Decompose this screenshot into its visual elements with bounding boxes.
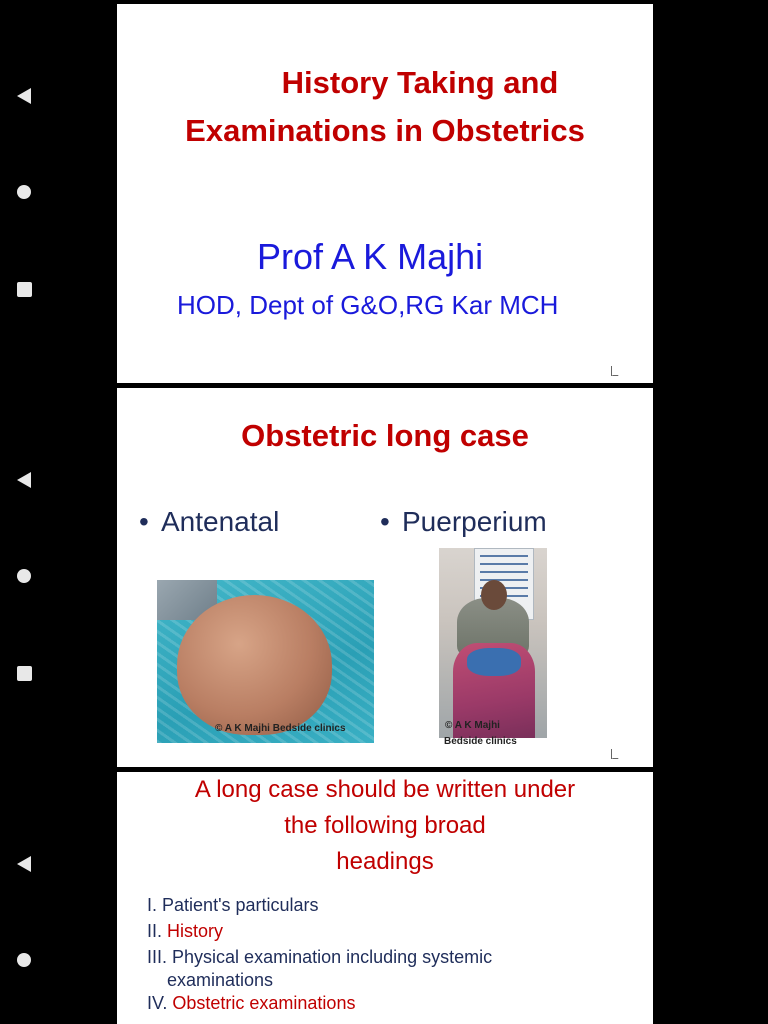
- list-number: IV.: [147, 993, 168, 1013]
- list-number: II.: [147, 921, 163, 941]
- slide-title: [117, 59, 653, 155]
- presenter-name: Prof A K Majhi: [257, 236, 484, 277]
- back-button[interactable]: [12, 84, 36, 108]
- bullet-label: Puerperium: [402, 506, 547, 537]
- newborn-baby: [467, 648, 521, 676]
- home-icon: [17, 569, 31, 583]
- recents-button[interactable]: [12, 661, 36, 685]
- recents-icon: [17, 282, 32, 297]
- slide-1[interactable]: [117, 4, 653, 383]
- slide-title: Obstetric long case: [241, 418, 529, 453]
- back-icon: [17, 856, 31, 872]
- recents-icon: [17, 666, 32, 681]
- back-button[interactable]: [12, 468, 36, 492]
- back-icon: [17, 472, 31, 488]
- list-text: History: [167, 921, 224, 941]
- puerperium-photo: [439, 548, 547, 738]
- bullet-puerperium: [380, 506, 547, 538]
- cursor-icon: [611, 749, 619, 759]
- antenatal-photo: [157, 580, 374, 743]
- slide-2[interactable]: [117, 388, 653, 767]
- pregnant-abdomen: [177, 595, 332, 735]
- back-button[interactable]: [12, 852, 36, 876]
- navigation-column: [0, 0, 117, 1024]
- list-item: [147, 990, 492, 1016]
- list-item: [147, 918, 492, 944]
- home-icon: [17, 953, 31, 967]
- bullet-icon: •: [139, 506, 149, 537]
- mother-head: [481, 580, 507, 610]
- list-text: Patient's particulars: [162, 895, 319, 915]
- cursor-icon: [611, 366, 619, 376]
- list-item: [147, 944, 492, 990]
- heading-line-3: headings: [336, 848, 434, 875]
- heading-line-2: the following broad: [284, 812, 486, 839]
- home-button[interactable]: [12, 564, 36, 588]
- list-item: [147, 892, 492, 918]
- bullet-label: Antenatal: [161, 506, 280, 537]
- bullet-antenatal: [139, 506, 279, 538]
- home-button[interactable]: [12, 948, 36, 972]
- bullet-icon: •: [380, 506, 390, 537]
- slide-heading: [117, 772, 653, 880]
- heading-line-1: A long case should be written under: [194, 776, 576, 803]
- title-line-2: Examinations in Obstetrics: [185, 113, 585, 148]
- photo-watermark: © A K Majhi Bedside clinics: [215, 723, 346, 734]
- home-icon: [17, 185, 31, 199]
- home-button[interactable]: [12, 180, 36, 204]
- headings-list: [147, 892, 492, 1016]
- list-text-continued: examinations: [167, 970, 274, 990]
- list-text: Obstetric examinations: [172, 993, 356, 1013]
- list-number: III.: [147, 947, 168, 967]
- slide-3[interactable]: [117, 772, 653, 1024]
- list-text: Physical examination including systemic: [172, 947, 493, 967]
- recents-button[interactable]: [12, 277, 36, 301]
- presenter-department: HOD, Dept of G&O,RG Kar MCH: [177, 290, 559, 320]
- title-line-1: History Taking and: [281, 65, 559, 100]
- photo-watermark-line2: Bedside clinics: [444, 736, 517, 747]
- back-icon: [17, 88, 31, 104]
- list-number: I.: [147, 895, 158, 915]
- photo-watermark: © A K Majhi: [445, 720, 500, 731]
